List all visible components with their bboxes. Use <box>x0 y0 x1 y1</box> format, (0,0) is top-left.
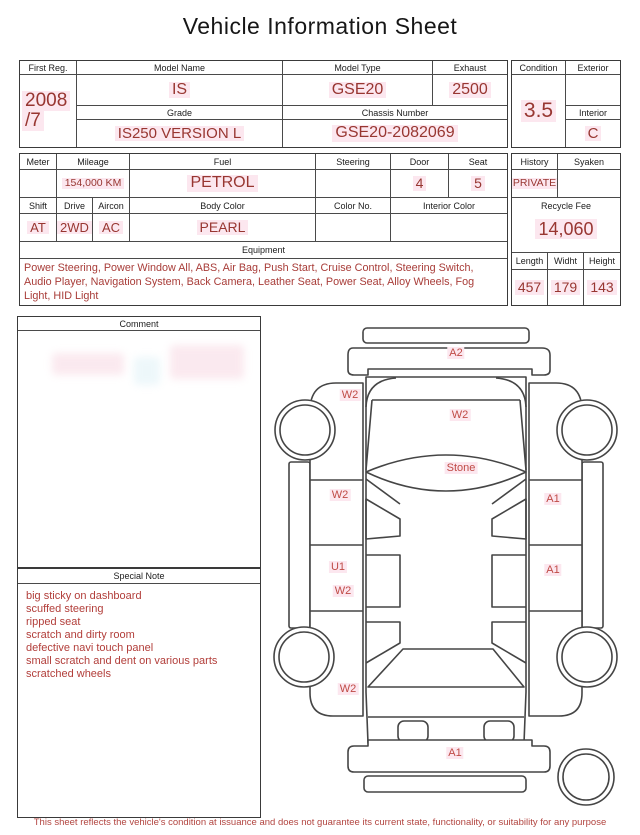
ghost-artifact <box>170 345 244 379</box>
damage-label-hood: W2 <box>451 409 469 421</box>
equipment-text: Power Steering, Power Window All, ABS, Air Bag, Push Start, Cruise Control, Steering Switch, Audio Player, Navigation System, Back Camera, Leather Seat, Power Seat, Alloy Wheels, Fog Light, HID Light <box>24 262 475 302</box>
drive-value: 2WD <box>57 214 93 242</box>
model-type-label: Model Type <box>283 61 433 75</box>
recycle-fee-value: 14,060 <box>535 219 596 240</box>
shift-label: Shift <box>20 198 57 214</box>
model-name-label: Model Name <box>77 61 283 75</box>
interior-label: Interior <box>566 106 620 120</box>
special-note-item: small scratch and dent on various parts <box>26 655 218 667</box>
special-note-item: scuffed steering <box>26 603 104 615</box>
height-value: 143 <box>584 270 620 305</box>
door-value: 4 <box>391 170 449 198</box>
meter-label: Meter <box>20 154 57 170</box>
damage-label-left-fender-top: W2 <box>341 389 359 401</box>
door-label: Door <box>391 154 449 170</box>
first-reg-month: /7 <box>22 111 44 131</box>
body-color-label: Body Color <box>130 198 316 214</box>
condition-value: 3.5 <box>512 75 566 147</box>
first-reg-year: 2008 <box>22 91 70 111</box>
grade-value: IS250 VERSION L <box>77 120 283 147</box>
ghost-artifact <box>52 353 124 375</box>
syaken-value <box>558 170 620 198</box>
model-type-value: GSE20 <box>283 75 433 106</box>
special-note-item: defective navi touch panel <box>26 642 154 654</box>
damage-label-left-fender: W2 <box>331 489 349 501</box>
recycle-fee-cell <box>512 198 620 253</box>
interior-color-value <box>391 214 507 242</box>
special-note-item: big sticky on dashboard <box>26 590 142 602</box>
model-name-value: IS <box>77 75 283 106</box>
damage-label-front-bumper: A2 <box>449 347 463 359</box>
meter-value <box>20 170 57 198</box>
exterior-label: Exterior <box>566 61 620 75</box>
exhaust-label: Exhaust <box>433 61 507 75</box>
fuel-value: PETROL <box>130 170 316 198</box>
chassis-value: GSE20-2082069 <box>283 120 507 147</box>
seat-label: Seat <box>449 154 507 170</box>
comment-label: Comment <box>18 317 260 331</box>
recycle-fee-label: Recycle Fee <box>540 201 592 211</box>
page-title: Vehicle Information Sheet <box>182 13 458 39</box>
car-damage-diagram <box>270 325 640 817</box>
interior-color-label: Interior Color <box>391 198 507 214</box>
damage-label-right-fender: A1 <box>546 493 560 505</box>
special-note-item: ripped seat <box>26 616 81 628</box>
history-value: PRIVATE <box>512 170 558 198</box>
special-note-list <box>18 584 260 687</box>
special-note-box <box>17 568 261 818</box>
interior-value: C <box>566 120 620 147</box>
spec-table <box>19 153 508 306</box>
damage-label-left-rear-quarter: W2 <box>339 683 357 695</box>
color-no-label: Color No. <box>316 198 391 214</box>
history-box <box>511 153 621 306</box>
damage-label-left-door: U1 <box>330 561 346 573</box>
body-color-value: PEARL <box>130 214 316 242</box>
damage-label-windshield-stone: Stone <box>446 462 476 474</box>
seat-value: 5 <box>449 170 507 198</box>
first-reg-value <box>20 75 77 147</box>
width-label: Widht <box>548 253 584 270</box>
drive-label: Drive <box>57 198 93 214</box>
exhaust-value: 2500 <box>433 75 507 106</box>
shift-value: AT <box>20 214 57 242</box>
aircon-label: Aircon <box>93 198 130 214</box>
comment-box <box>17 316 261 568</box>
steering-label: Steering <box>316 154 391 170</box>
equipment-label: Equipment <box>20 242 507 259</box>
exterior-value <box>566 75 620 106</box>
steering-value <box>316 170 391 198</box>
damage-label-right-door: A1 <box>546 564 560 576</box>
mileage-label: Mileage <box>57 154 130 170</box>
ghost-artifact <box>134 357 160 385</box>
condition-label: Condition <box>512 61 566 75</box>
damage-label-left-door-lower: W2 <box>334 585 352 597</box>
width-value: 179 <box>548 270 584 305</box>
length-label: Length <box>512 253 548 270</box>
grade-label: Grade <box>77 106 283 120</box>
height-label: Height <box>584 253 620 270</box>
aircon-value: AC <box>93 214 130 242</box>
condition-box <box>511 60 621 148</box>
chassis-label: Chassis Number <box>283 106 507 120</box>
mileage-value: 154,000 KM <box>57 170 130 198</box>
syaken-label: Syaken <box>558 154 620 170</box>
info-table <box>19 60 508 148</box>
first-reg-label: First Reg. <box>20 61 77 75</box>
history-label: History <box>512 154 558 170</box>
car-outline-drawing <box>270 325 640 817</box>
special-note-item: scratch and dirty room <box>26 629 135 641</box>
color-no-value <box>316 214 391 242</box>
length-value: 457 <box>512 270 548 305</box>
special-note-label: Special Note <box>18 569 260 584</box>
disclaimer-text: This sheet reflects the vehicle's condition at issuance and does not guarantee its current state, functionality, or suitability for any purpose <box>33 817 607 828</box>
comment-body <box>18 331 260 581</box>
special-note-item: scratched wheels <box>26 668 111 680</box>
fuel-label: Fuel <box>130 154 316 170</box>
damage-label-rear-bumper: A1 <box>448 747 462 759</box>
